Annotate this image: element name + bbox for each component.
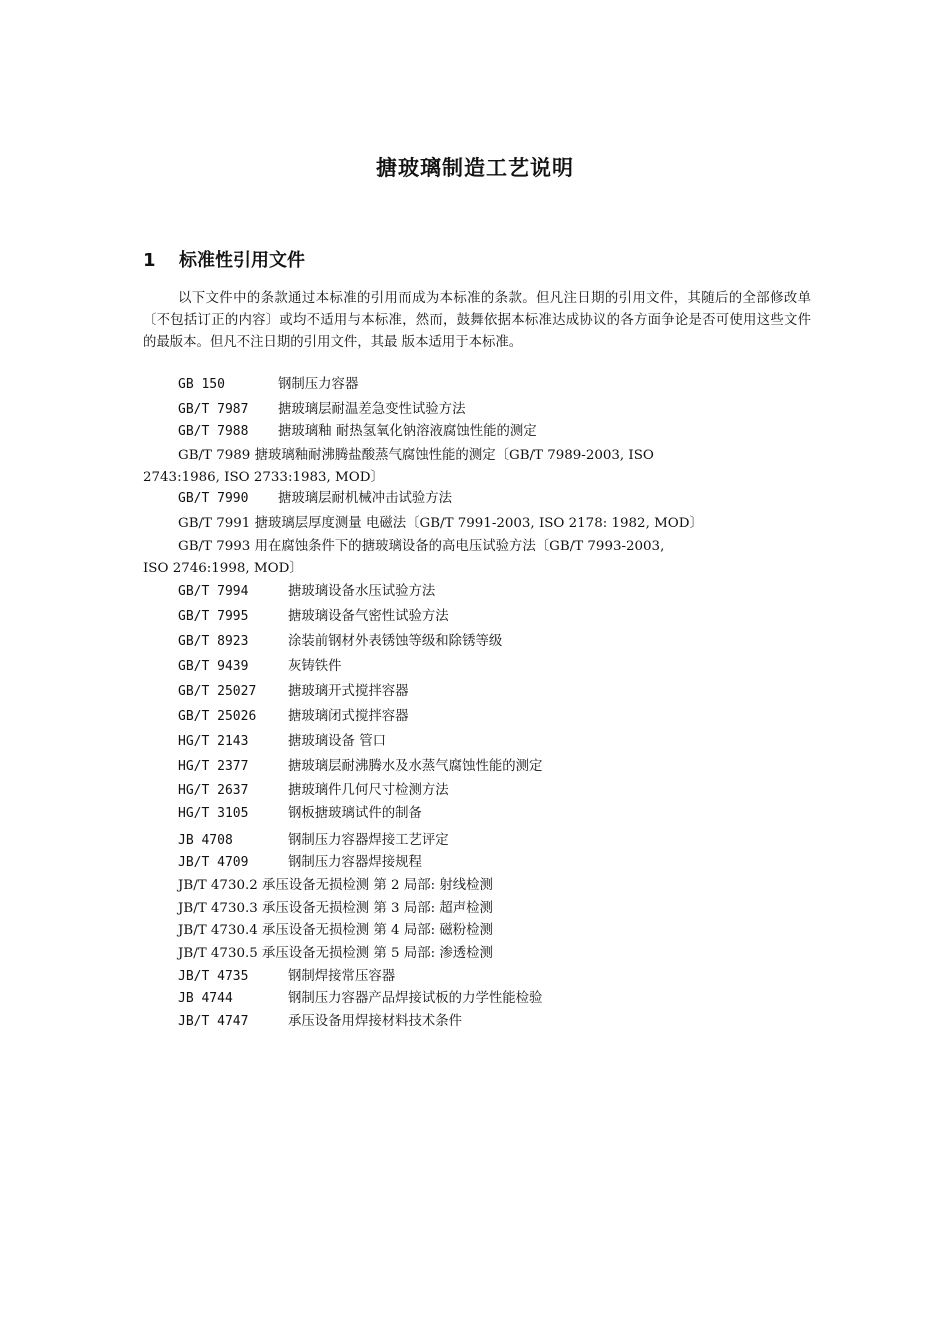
reference-item	[178, 422, 537, 442]
section-heading-text: 标准性引用文件	[179, 250, 305, 271]
reference-item	[178, 732, 386, 752]
reference-title: 钢制压力容器焊接规程	[288, 855, 422, 870]
reference-code: HG/T 2377	[178, 759, 249, 774]
reference-title: 搪玻璃开式搅拌容器	[288, 684, 409, 699]
page-title: 搪玻璃制造工艺说明	[376, 156, 574, 180]
reference-code: JB 4708	[178, 833, 233, 848]
reference-title: 钢板搪玻璃试件的制备	[288, 806, 422, 821]
reference-code: GB/T 7994	[178, 584, 249, 599]
reference-title: 涂装前钢材外表锈蚀等级和除锈等级	[288, 634, 503, 649]
reference-code: GB/T 7987	[178, 402, 249, 417]
reference-item	[178, 489, 452, 509]
reference-code: GB 150	[178, 377, 225, 392]
reference-code: HG/T 2637	[178, 783, 249, 798]
reference-item	[178, 707, 409, 727]
reference-item: JB/T 4730.5 承压设备无损检测 第 5 局部: 渗透检测	[178, 946, 493, 961]
reference-code: HG/T 3105	[178, 806, 249, 821]
reference-code: GB/T 25026	[178, 709, 257, 724]
reference-title: 搪玻璃设备水压试验方法	[288, 584, 436, 599]
reference-item-wrapped	[143, 536, 811, 580]
reference-title: 搪玻璃件几何尺寸检测方法	[288, 783, 449, 798]
reference-title: 钢制焊接常压容器	[288, 969, 396, 984]
reference-item: GB/T 7991 搪玻璃层厚度测量 电磁法〔GB/T 7991-2003, ISO 2178: 1982, MOD〕	[178, 516, 703, 531]
reference-title: 钢制压力容器产品焊接试板的力学性能检验	[288, 991, 543, 1006]
reference-item: JB/T 4730.2 承压设备无损检测 第 2 局部: 射线检测	[178, 878, 493, 893]
section-number: 1	[143, 250, 156, 271]
intro-paragraph: 以下文件中的条款通过本标准的引用而成为本标准的条款。但凡注日期的引用文件，其随后的全部修改单〔不包括订正的内容〕或均不适用与本标准，然而，鼓舞依据本标准达成协议的各方面争论是否可使用这些文件的最版本。但凡不注日期的引用文件，其最 版本适用于本标准。	[143, 291, 811, 350]
reference-item	[178, 967, 395, 987]
reference-item	[178, 375, 358, 395]
reference-code: HG/T 2143	[178, 734, 249, 749]
reference-line: GB/T 7989 搪玻璃釉耐沸腾盐酸蒸气腐蚀性能的测定〔GB/T 7989-2003, ISO	[178, 448, 654, 463]
reference-item	[178, 1012, 462, 1032]
reference-title: 灰铸铁件	[288, 659, 342, 674]
reference-item	[178, 831, 449, 851]
reference-item	[178, 400, 465, 420]
reference-item	[178, 757, 542, 777]
reference-item	[178, 582, 435, 602]
reference-line: 2743:1986, ISO 2733:1983, MOD〕	[143, 470, 384, 485]
reference-title: 承压设备用焊接材料技术条件	[288, 1014, 463, 1029]
reference-code: JB/T 4747	[178, 1014, 249, 1029]
reference-code: JB/T 4735	[178, 969, 249, 984]
reference-item	[178, 657, 342, 677]
reference-title: 钢制压力容器焊接工艺评定	[288, 833, 449, 848]
reference-item: JB/T 4730.4 承压设备无损检测 第 4 局部: 磁粉检测	[178, 923, 493, 938]
reference-item	[178, 781, 449, 801]
reference-code: GB/T 7988	[178, 424, 249, 439]
reference-code: GB/T 7995	[178, 609, 249, 624]
reference-title: 搪玻璃釉 耐热氢氧化钠溶液腐蚀性能的测定	[278, 424, 537, 439]
reference-title: 搪玻璃设备 管口	[288, 734, 386, 749]
reference-title: 钢制压力容器	[278, 377, 359, 392]
reference-title: 搪玻璃层耐机械冲击试验方法	[278, 491, 453, 506]
reference-item	[178, 804, 422, 824]
reference-item	[178, 632, 502, 652]
reference-code: GB/T 9439	[178, 659, 249, 674]
reference-item	[178, 853, 422, 873]
reference-line: GB/T 7993 用在腐蚀条件下的搪玻璃设备的高电压试验方法〔GB/T 7993-2003,	[178, 539, 665, 554]
reference-title: 搪玻璃层耐沸腾水及水蒸气腐蚀性能的测定	[288, 759, 543, 774]
reference-line: ISO 2746:1998, MOD〕	[143, 561, 303, 576]
section-heading	[143, 246, 305, 272]
reference-item	[178, 607, 449, 627]
reference-code: GB/T 7990	[178, 491, 249, 506]
reference-title: 搪玻璃层耐温差急变性试验方法	[278, 402, 466, 417]
reference-item-wrapped	[143, 445, 811, 489]
reference-title: 搪玻璃设备气密性试验方法	[288, 609, 449, 624]
reference-code: GB/T 8923	[178, 634, 249, 649]
reference-item: JB/T 4730.3 承压设备无损检测 第 3 局部: 超声检测	[178, 901, 493, 916]
reference-code: GB/T 25027	[178, 684, 257, 699]
reference-title: 搪玻璃闭式搅拌容器	[288, 709, 409, 724]
reference-item	[178, 989, 542, 1009]
reference-code: JB 4744	[178, 991, 233, 1006]
reference-item	[178, 682, 409, 702]
reference-code: JB/T 4709	[178, 855, 249, 870]
